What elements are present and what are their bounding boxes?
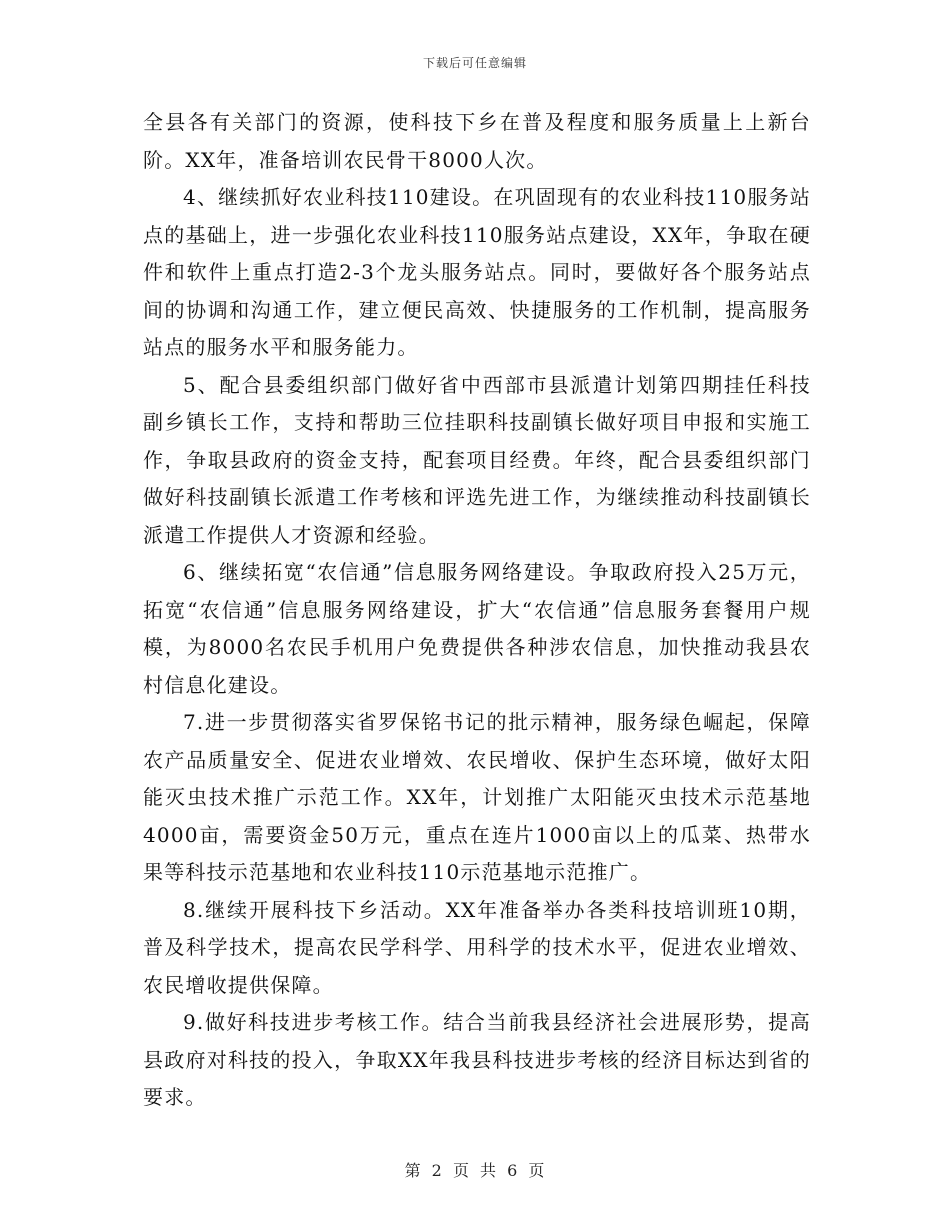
paragraph-item-4: 4、继续抓好农业科技110建设。在巩固现有的农业科技110服务站点的基础上，进一步强化农业科技110服务站点建设，XX年，争取在硬件和软件上重点打造2-3个龙头服务站点。同时，要做好各个服务站点间的协调和沟通工作，建立便民高效、快捷服务的工作机制，提高服务站点的服务水平和服务能力。 [143,185,811,359]
paragraph-item-6: 6、继续拓宽“农信通”信息服务网络建设。争取政府投入25万元，拓宽“农信通”信息服务网络建设，扩大“农信通”信息服务套餐用户规模，为8000名农民手机用户免费提供各种涉农信息，加快推动我县农村信息化建设。 [143,560,811,697]
paragraph-continued: 全县各有关部门的资源，使科技下乡在普及程度和服务质量上上新台阶。XX年，准备培训农民骨干8000人次。 [143,110,811,172]
paragraph-item-5: 5、配合县委组织部门做好省中西部市县派遣计划第四期挂任科技副乡镇长工作，支持和帮助三位挂职科技副镇长做好项目申报和实施工作，争取县政府的资金支持，配套项目经费。年终，配合县委组织部门做好科技副镇长派遣工作考核和评选先进工作，为继续推动科技副镇长派遣工作提供人才资源和经验。 [143,372,811,547]
page-number: 第 2 页 共 6 页 [404,1161,546,1180]
paragraph-item-9: 9.做好科技进步考核工作。结合当前我县经济社会进展形势，提高县政府对科技的投入，争取XX年我县科技进步考核的经济目标达到省的要求。 [143,1010,811,1109]
paragraph-item-7: 7.进一步贯彻落实省罗保铭书记的批示精神，服务绿色崛起，保障农产品质量安全、促进农业增效、农民增收、保护生态环境，做好太阳能灭虫技术推广示范工作。XX年，计划推广太阳能灭虫技术示范基地4000亩，需要资金50万元，重点在连片1000亩以上的瓜菜、热带水果等科技示范基地和农业科技110示范基地示范推广。 [143,710,811,884]
header-note: 下载后可任意编辑 [422,56,527,70]
document-body [143,104,811,1117]
paragraph-item-8: 8.继续开展科技下乡活动。XX年准备举办各类科技培训班10期，普及科学技术，提高农民学科学、用科学的技术水平，促进农业增效、农民增收提供保障。 [143,897,811,997]
